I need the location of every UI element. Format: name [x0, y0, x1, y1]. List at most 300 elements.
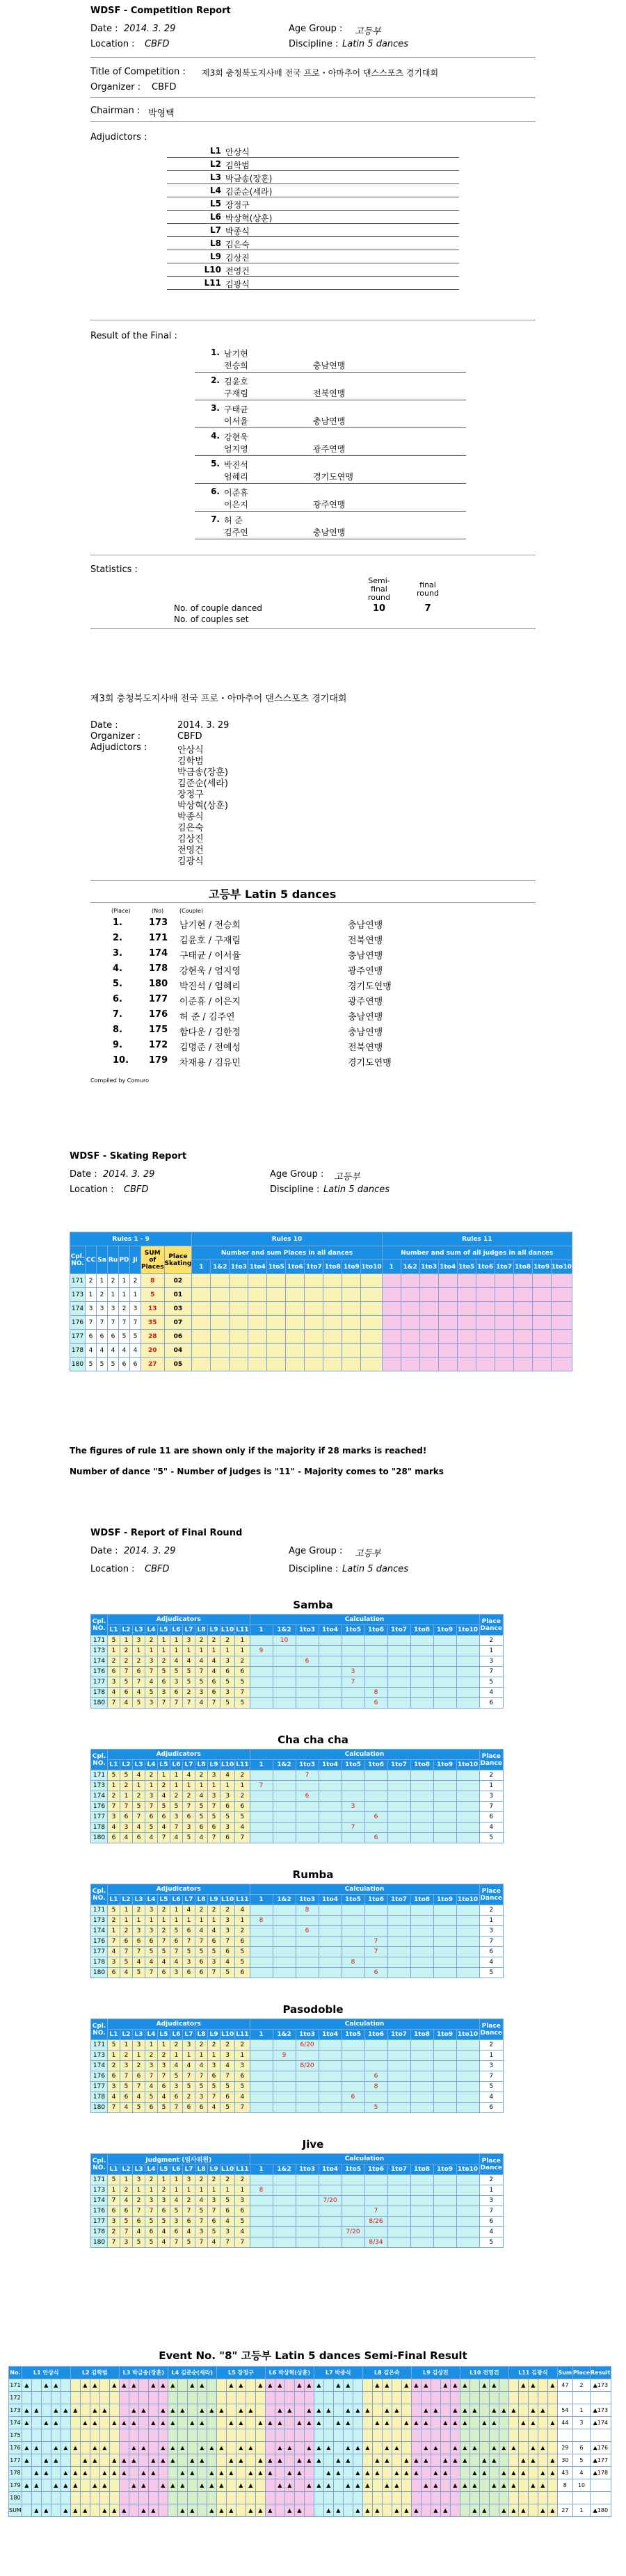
semi-mark [61, 2417, 70, 2429]
judge-header: L11 [235, 1625, 250, 1636]
semi-mark [440, 2492, 450, 2504]
calc-col-header: 1to4 [248, 1260, 267, 1274]
b2-couple-header: (Couple) [179, 908, 204, 914]
semi-mark [294, 2429, 304, 2442]
semi-mark [353, 2492, 362, 2504]
semi-mark: ▲ [479, 2504, 489, 2517]
judge-header: L6 [170, 1760, 183, 1770]
calc-cell [273, 2061, 296, 2071]
mark-cell: 1 [145, 1916, 158, 1926]
adjudicator-row [167, 278, 459, 290]
semi-mark [80, 2442, 90, 2454]
semi-mark [236, 2429, 246, 2442]
calc-cell [319, 1812, 342, 1823]
calc-col-header: 1to7 [495, 1260, 513, 1274]
mark-cell: 7 [235, 1833, 250, 1843]
semi-mark [460, 2429, 470, 2442]
semi-mark: ▲ [197, 2417, 207, 2429]
semi-no: 172 [9, 2392, 22, 2404]
judge-header: L11 [235, 2165, 250, 2175]
final-region: 충남연맹 [313, 361, 346, 370]
semi-mark [401, 2492, 411, 2504]
semi-mark [207, 2429, 216, 2442]
semi-mark [265, 2492, 275, 2504]
mark-cell: 5 [220, 1677, 235, 1688]
judge-header: L6 [170, 1625, 183, 1636]
semi-no: 175 [9, 2429, 22, 2442]
semi-mark: ▲ [460, 2417, 470, 2429]
calc-cell [456, 2237, 479, 2248]
judge-header: L4 [145, 1625, 158, 1636]
calc-cell: 3 [342, 1667, 364, 1677]
mark-cell: 4 [133, 2227, 145, 2237]
semi-mark: ▲ [70, 2504, 80, 2517]
calc-cell [319, 1636, 342, 1646]
semi-place: 4 [572, 2467, 590, 2479]
mark-cell: 2 [120, 2185, 133, 2196]
semi-mark: ▲ [207, 2404, 216, 2417]
mark-cell: 1 [183, 1916, 195, 1926]
mark-cell: 1 [208, 1916, 220, 1926]
mark-cell: 1 [108, 1646, 120, 1656]
semi-mark: ▲ [51, 2417, 61, 2429]
semi-place: 2 [572, 2379, 590, 2392]
mark-cell: 3 [145, 1656, 158, 1667]
rule10-cell [192, 1288, 211, 1302]
calc-cell [410, 1926, 433, 1937]
mark-cell: 174 [91, 1791, 108, 1802]
rule11-cell [438, 1316, 457, 1330]
semi-mark: ▲ [470, 2504, 479, 2517]
semi-mark [470, 2429, 479, 2442]
calc-cell [273, 1802, 296, 1812]
semi-mark [479, 2442, 489, 2454]
semi-mark: ▲ [538, 2467, 547, 2479]
semi-mark: ▲ [333, 2379, 343, 2392]
semi-mark: ▲ [226, 2417, 236, 2429]
place-cell: 5 [479, 1833, 503, 1843]
calc-cell [410, 2103, 433, 2113]
semi-mark: ▲ [284, 2442, 294, 2454]
mark-cell: 6 [108, 1667, 120, 1677]
semi-mark: ▲ [343, 2479, 353, 2492]
mark-cell: 3 [220, 1688, 235, 1698]
couples-set-label: No. of couples set [174, 614, 249, 624]
semi-mark [450, 2429, 460, 2442]
semi-mark: ▲ [31, 2442, 41, 2454]
semi-mark: ▲ [479, 2417, 489, 2429]
calc-cell [319, 2175, 342, 2185]
sk-loc-value: CBFD [124, 1184, 149, 1195]
calc-cell [273, 1937, 296, 1947]
calc-col-header: 1to10 [551, 1260, 572, 1274]
semi-judge-header: L7 박종식 [314, 2367, 362, 2379]
calc-col-header: 1to4 [319, 2030, 342, 2040]
semi-mark: ▲ [22, 2404, 31, 2417]
final-region: 광주연맹 [313, 500, 346, 510]
skating-cell: 171 [70, 1274, 86, 1288]
semi-mark: ▲ [265, 2467, 275, 2479]
rule10-cell [286, 1344, 305, 1358]
calc-col-header: 1to3 [296, 1895, 319, 1905]
date-label: Date : [90, 24, 118, 34]
calc-cell [387, 1791, 410, 1802]
mark-cell: 4 [120, 1833, 133, 1843]
semi-mark [41, 2392, 51, 2404]
calc-cell [364, 1667, 387, 1677]
rule11-cell [532, 1288, 551, 1302]
mark-cell: 6 [220, 2206, 235, 2217]
calc-cell [250, 1823, 273, 1833]
calc-cell [456, 2082, 479, 2092]
b2-adjudicator-name: 김준순(세라) [177, 778, 228, 789]
page-title: WDSF - Competition Report [90, 6, 231, 16]
semi-mark: ▲ [489, 2454, 499, 2467]
mark-cell: 5 [108, 2175, 120, 2185]
semi-mark [216, 2492, 226, 2504]
calc-cell [456, 2185, 479, 2196]
mark-cell: 4 [120, 1968, 133, 1978]
mark-cell: 3 [183, 2175, 195, 2185]
rule10-cell [361, 1302, 382, 1316]
semi-mark: ▲ [343, 2379, 353, 2392]
semi-mark: ▲ [450, 2454, 460, 2467]
calc-cell [410, 1957, 433, 1968]
adjudicator-row [167, 265, 459, 277]
mark-cell: 7 [235, 1688, 250, 1698]
semi-mark [80, 2404, 90, 2417]
rule11-cell [513, 1316, 532, 1330]
rule11-cell [382, 1358, 401, 1371]
semi-mark: ▲ [207, 2467, 216, 2479]
judge-header: L3 [133, 1625, 145, 1636]
calc-cell [364, 1823, 387, 1833]
calc-cell [342, 1916, 364, 1926]
mark-cell: 2 [133, 2196, 145, 2206]
mark-cell: 3 [108, 1812, 120, 1823]
semi-mark: ▲ [51, 2404, 61, 2417]
calc-cell [342, 2237, 364, 2248]
calc-cell [410, 1791, 433, 1802]
semi-mark: ▲ [41, 2417, 51, 2429]
mark-cell: 5 [133, 2103, 145, 2113]
mark-cell: 3 [158, 1688, 170, 1698]
mark-cell: 6 [133, 1937, 145, 1947]
semi-mark: ▲ [294, 2417, 304, 2429]
calc-cell [273, 1698, 296, 1709]
semi-mark [109, 2429, 119, 2442]
calc-cell [433, 1937, 456, 1947]
calc-cell [456, 2051, 479, 2061]
semi-mark [236, 2504, 246, 2517]
age-label: Age Group : [289, 24, 343, 34]
rule10-cell [342, 1316, 361, 1330]
semi-mark: ▲ [401, 2379, 411, 2392]
mark-cell: 5 [220, 1812, 235, 1823]
rule10-cell [286, 1288, 305, 1302]
calc-cell [296, 1688, 319, 1698]
semi-mark: ▲ [187, 2454, 197, 2467]
calc-cell [433, 1656, 456, 1667]
place-cell: 2 [479, 1770, 503, 1781]
mark-cell: 5 [183, 1677, 195, 1688]
calc-col-header: 1to5 [342, 2030, 364, 2040]
skating-cell: 4 [86, 1344, 97, 1358]
calc-cell [342, 2071, 364, 2082]
semi-mark [450, 2467, 460, 2479]
calc-cell [410, 1636, 433, 1646]
semi-mark [284, 2429, 294, 2442]
b2-number: 178 [149, 963, 168, 974]
calc-col-header: 1 [250, 2165, 273, 2175]
semi-mark [226, 2392, 236, 2404]
semi-mark: ▲ [489, 2404, 499, 2417]
calc-col-header: 1to3 [296, 2165, 319, 2175]
skating-cell: 2 [119, 1302, 130, 1316]
semi-mark [265, 2479, 275, 2492]
semi-mark: ▲ [22, 2379, 31, 2392]
calc-cell [250, 1957, 273, 1968]
judge-header: L10 [220, 1895, 235, 1905]
mark-cell: 5 [208, 1947, 220, 1957]
semi-no: 174 [9, 2417, 22, 2429]
rule10-cell [342, 1358, 361, 1371]
judge-header: L7 [183, 1760, 195, 1770]
semi-mark [411, 2479, 421, 2492]
semi-mark [353, 2379, 362, 2392]
rule10-cell [248, 1358, 267, 1371]
calc-cell [250, 1812, 273, 1823]
skating-cell: 20 [141, 1344, 165, 1358]
semi-mark: ▲ [61, 2504, 70, 2517]
calc-cell: 8 [364, 2082, 387, 2092]
calc-cell [273, 1770, 296, 1781]
mark-cell: 2 [158, 2051, 170, 2061]
mark-cell: 7 [220, 2071, 235, 2082]
semi-mark [547, 2442, 557, 2454]
calc-cell [364, 2092, 387, 2103]
semi-mark [382, 2504, 392, 2517]
semi-mark [31, 2417, 41, 2429]
semi-mark [70, 2379, 80, 2392]
semi-mark: ▲ [61, 2442, 70, 2454]
semi-mark: ▲ [323, 2404, 333, 2417]
calc-cell [319, 1791, 342, 1802]
mark-cell: 7 [133, 1947, 145, 1957]
place-cell: 5 [479, 1968, 503, 1978]
calc-cell [387, 2071, 410, 2082]
calc-col-header: 1&2 [211, 1260, 230, 1274]
mark-cell: 3 [220, 1791, 235, 1802]
cpl-header: Cpl. NO. [91, 2154, 108, 2175]
semi-no: 177 [9, 2454, 22, 2467]
skating-cell: 2 [97, 1288, 108, 1302]
calc-cell [250, 2082, 273, 2092]
mark-cell: 3 [170, 1812, 183, 1823]
rule10-cell [305, 1274, 323, 1288]
calc-col-header: 1to7 [387, 2030, 410, 2040]
calc-cell [342, 1646, 364, 1656]
rule11-cell [382, 1302, 401, 1316]
judge-header: L5 [158, 1760, 170, 1770]
semi-mark: ▲ [61, 2467, 70, 2479]
semi-mark: ▲ [450, 2417, 460, 2429]
semi-mark: ▲ [294, 2454, 304, 2467]
place-header: Place Dance [479, 1615, 503, 1636]
calc-cell [273, 2071, 296, 2082]
calc-col-header: 1to7 [387, 1895, 410, 1905]
judge-header: L10 [220, 1760, 235, 1770]
mark-cell: 7 [183, 2206, 195, 2217]
semi-mark [207, 2454, 216, 2467]
judge-header: L5 [158, 1895, 170, 1905]
calc-header: Calculation [250, 2154, 479, 2165]
mark-cell: 4 [133, 1688, 145, 1698]
judge-header: L7 [183, 1625, 195, 1636]
semi-mark: ▲ [119, 2417, 129, 2429]
semi-mark: ▲ [41, 2379, 51, 2392]
rule10-cell [248, 1316, 267, 1330]
place-cell: 2 [479, 2175, 503, 2185]
toc-value: 제3회 충청북도지사배 전국 프로・아마추어 댄스스포츠 경기대회 [202, 68, 439, 78]
semi-mark: ▲ [265, 2454, 275, 2467]
fr-date-label: Date : [90, 1546, 118, 1556]
semi-mark [275, 2492, 284, 2504]
semi-mark [265, 2392, 275, 2404]
mark-cell: 6 [195, 1957, 208, 1968]
semi-mark [284, 2454, 294, 2467]
mark-cell: 6 [195, 2103, 208, 2113]
rule10-cell [361, 1344, 382, 1358]
semi-mark: ▲ [197, 2379, 207, 2392]
semi-mark: ▲ [421, 2404, 431, 2417]
semi-table [8, 2366, 611, 2517]
semi-result: ▲173 [591, 2379, 611, 2392]
semi-sum [557, 2392, 572, 2404]
calc-cell [456, 1791, 479, 1802]
mark-cell: 1 [133, 1916, 145, 1926]
semi-mark [392, 2379, 401, 2392]
semi-mark: ▲ [431, 2404, 440, 2417]
skating-cell: 6 [119, 1358, 130, 1371]
semi-mark: ▲ [333, 2467, 343, 2479]
sk-loc-label: Location : [70, 1184, 114, 1195]
semi-mark: ▲ [460, 2404, 470, 2417]
calc-col-header: 1to5 [342, 1760, 364, 1770]
mark-cell: 2 [235, 2175, 250, 2185]
dance-table [90, 1749, 504, 1843]
semi-mark: ▲ [284, 2467, 294, 2479]
semi-mark [421, 2504, 431, 2517]
b2-number: 174 [149, 948, 168, 959]
mark-cell: 6 [170, 1937, 183, 1947]
mark-cell: 3 [145, 1905, 158, 1916]
mark-cell: 3 [183, 2040, 195, 2051]
mark-cell: 1 [235, 2051, 250, 2061]
semi-mark [343, 2492, 353, 2504]
adjudicator-name: 박종식 [225, 227, 250, 236]
b2-adj-label: Adjudictors : [90, 742, 147, 753]
rule10-cell [305, 1344, 323, 1358]
semi-mark: ▲ [187, 2504, 197, 2517]
semi-place: 3 [572, 2417, 590, 2429]
rule10-cell [267, 1330, 286, 1344]
rule10-cell [342, 1330, 361, 1344]
rule11-cell [401, 1358, 419, 1371]
final-result-row [195, 487, 466, 512]
calc-cell: 7 [250, 1781, 273, 1791]
semi-mark: ▲ [323, 2479, 333, 2492]
semi-mark [197, 2392, 207, 2404]
calc-col-header: 1&2 [273, 2165, 296, 2175]
semi-mark [499, 2429, 508, 2442]
semi-mark [168, 2467, 177, 2479]
mark-cell: 3 [145, 1791, 158, 1802]
b2-place: 4. [113, 963, 122, 974]
place-cell: 5 [479, 1677, 503, 1688]
mark-cell: 5 [145, 1823, 158, 1833]
semi-mark [119, 2492, 129, 2504]
semi-mark [499, 2392, 508, 2404]
mark-cell: 4 [195, 1656, 208, 1667]
semi-mark [99, 2379, 109, 2392]
semi-mark [275, 2392, 284, 2404]
mark-cell: 3 [170, 1677, 183, 1688]
calc-cell [319, 1833, 342, 1843]
rule10-cell [230, 1274, 248, 1288]
mark-cell: 3 [195, 2227, 208, 2237]
semi-mark [246, 2392, 255, 2404]
rule10-cell [192, 1316, 211, 1330]
calc-cell [433, 2175, 456, 2185]
final-result-row [195, 431, 466, 456]
calc-col-header: 1to6 [286, 1260, 305, 1274]
b2-number: 173 [149, 918, 168, 928]
rule11-cell [476, 1274, 495, 1288]
semi-mark: ▲ [479, 2454, 489, 2467]
semi-sum-header: Result [591, 2367, 611, 2379]
mark-cell: 7 [220, 1937, 235, 1947]
semi-mark: ▲ [61, 2479, 70, 2492]
rule11-cell [419, 1330, 438, 1344]
mark-cell: 4 [170, 2196, 183, 2206]
semi-mark [294, 2479, 304, 2492]
calc-cell [410, 2196, 433, 2206]
semi-mark: ▲ [129, 2454, 138, 2467]
calc-cell [456, 1968, 479, 1978]
rule10-cell [361, 1358, 382, 1371]
calc-cell [296, 1677, 319, 1688]
adjudicator-row [167, 159, 459, 171]
rule11-cell [457, 1330, 476, 1344]
calc-cell [250, 2227, 273, 2237]
mark-cell: 6 [170, 2227, 183, 2237]
skating-cell: 7 [86, 1316, 97, 1330]
judge-header: L10 [220, 2030, 235, 2040]
mark-cell: 7 [235, 2103, 250, 2113]
semi-mark [148, 2442, 158, 2454]
skating-cell: 6 [108, 1330, 119, 1344]
semi-mark: ▲ [187, 2379, 197, 2392]
discipline-value: Latin 5 dances [342, 39, 409, 49]
rule11-cell [551, 1344, 572, 1358]
final-leader: 허 준 [224, 516, 243, 525]
calc-cell [250, 2196, 273, 2206]
mark-cell: 7 [208, 1833, 220, 1843]
mark-cell: 7 [145, 1802, 158, 1812]
semi-mark: ▲ [80, 2454, 90, 2467]
mark-cell: 1 [183, 1646, 195, 1656]
